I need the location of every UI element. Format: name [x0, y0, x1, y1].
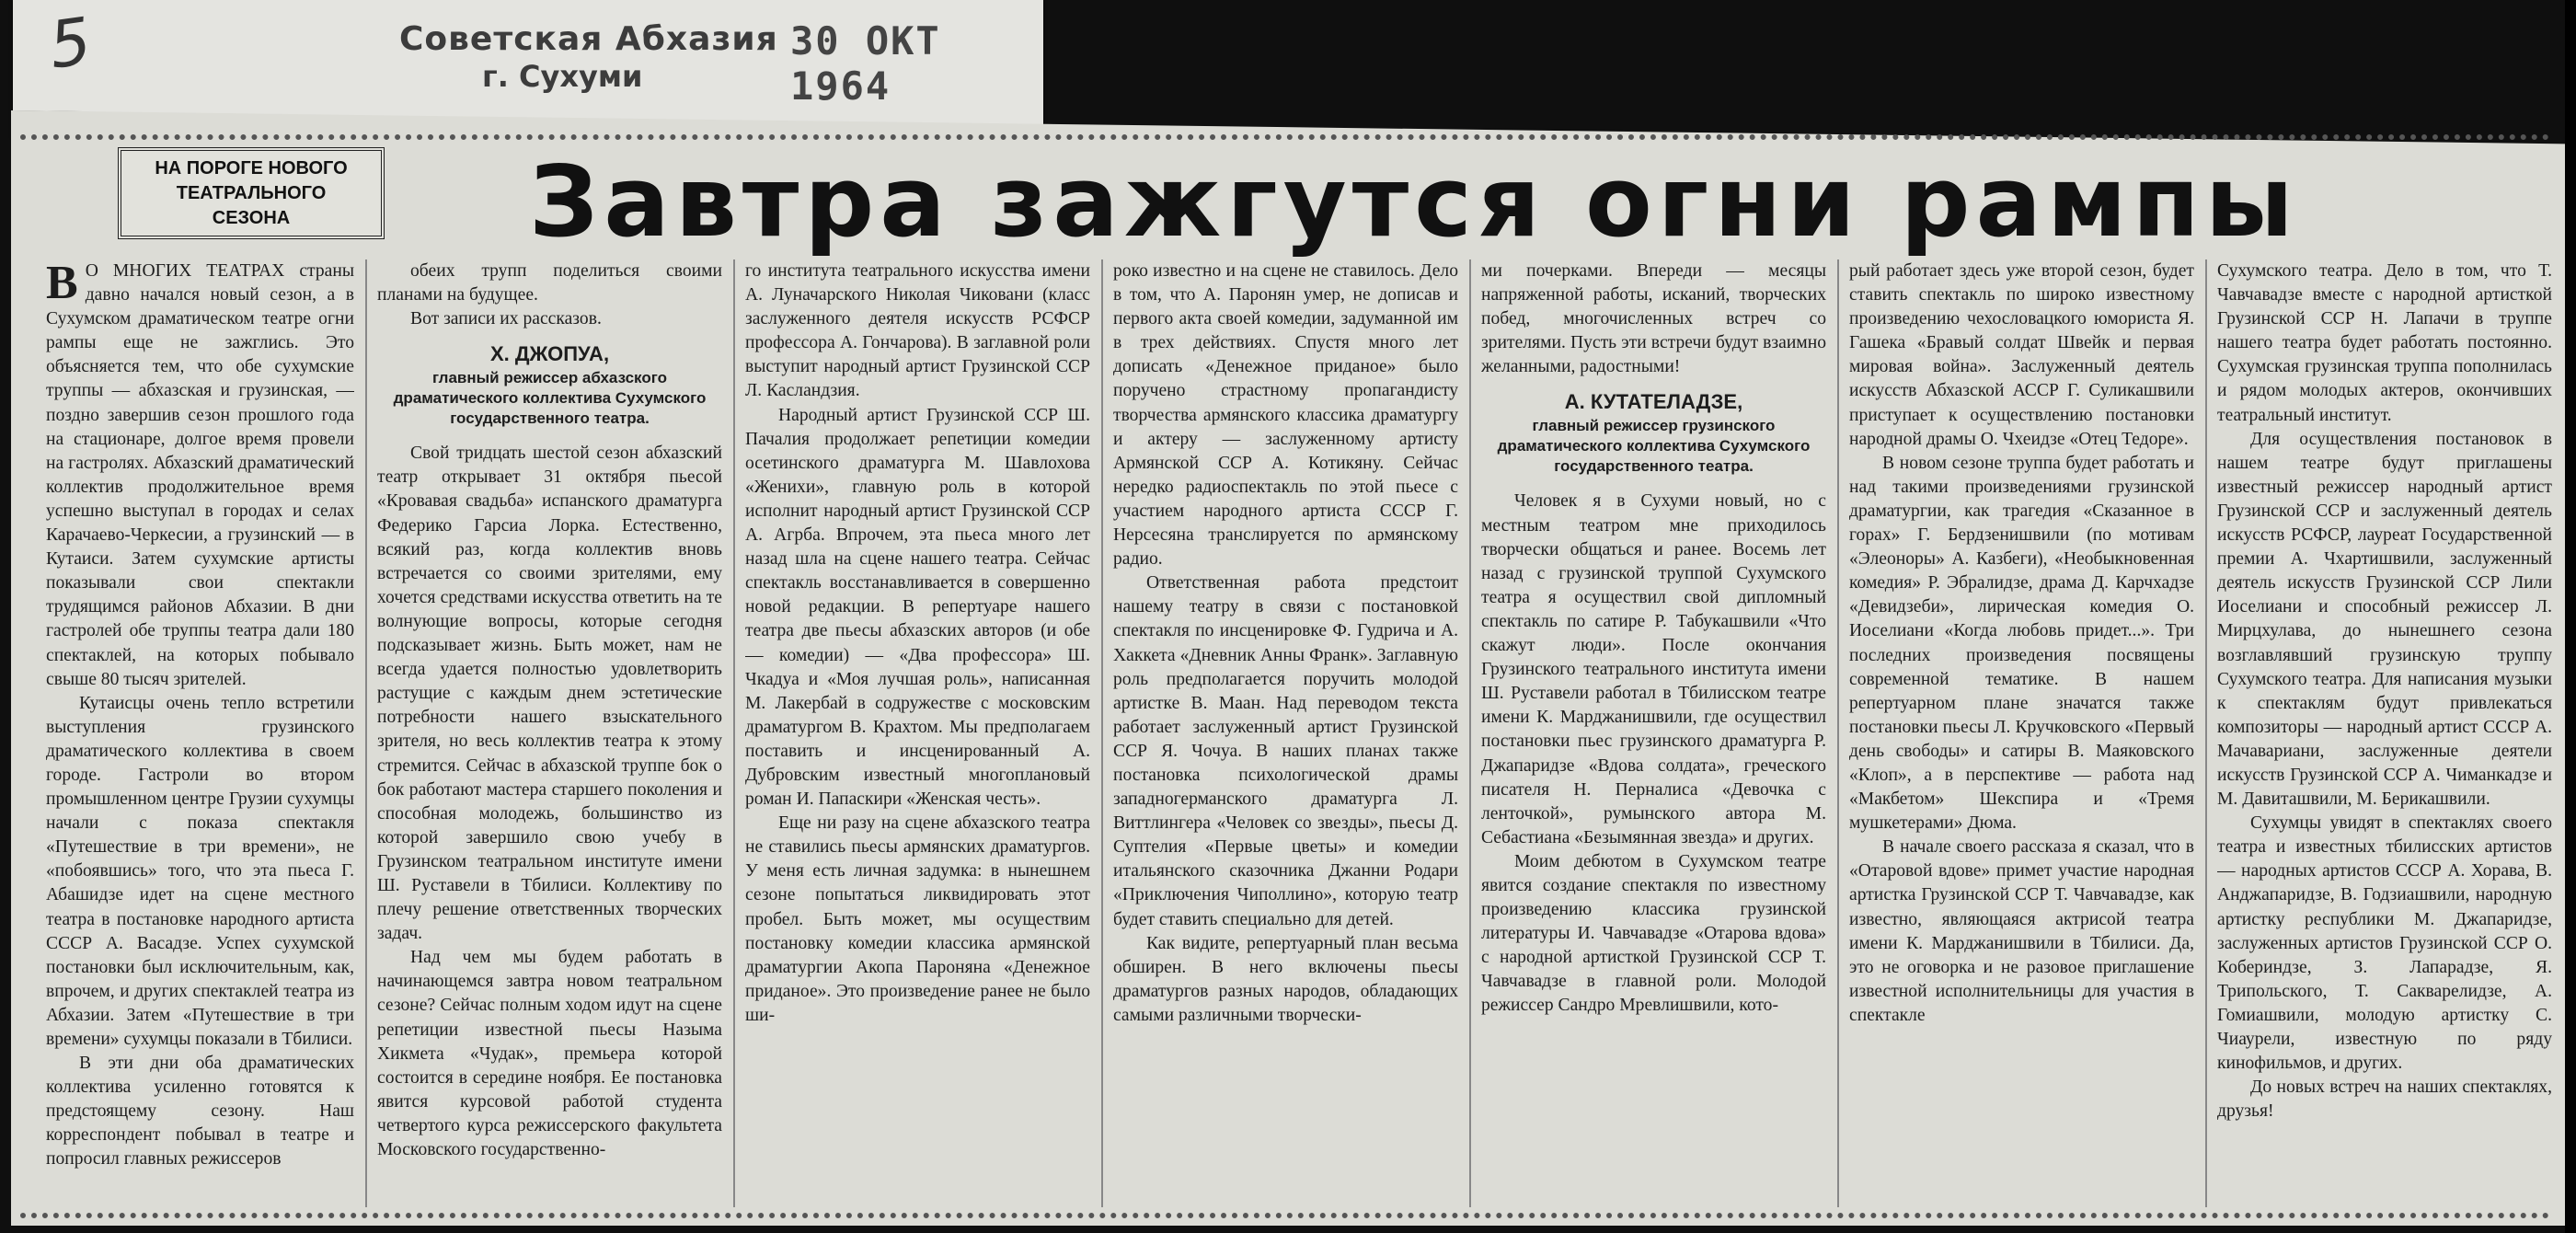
drop-cap: В [46, 259, 78, 309]
column-divider [733, 259, 735, 1207]
author-name-2: А. КУТАТЕЛАДЗЕ, [1564, 390, 1743, 414]
article-headline: Завтра зажгутся огни рампы [529, 145, 2299, 259]
column-1-paragraph-3: В эти дни оба драматических коллектива усиленно готовятся к предстоящему сезону. Наш корреспондент побывал в театре и попросил главных режиссеров [46, 1054, 354, 1170]
column-2-paragraph-1: обеих трупп поделиться своими планами на будущее. [377, 261, 722, 305]
column-3 [745, 259, 1090, 1207]
author-title-2: главный режиссер грузинского драматического коллектива Сухумского государственного театра. [1497, 417, 1811, 476]
column-4-paragraph-2: Ответственная работа предстоит нашему театру в связи с постановкой спектакля по инсценировке Ф. Гудрича и А. Хаккета «Дневник Анны Франк». Заглавную роль предполагается поручить молодой артистке В. Маан. Над переводом текста работает заслуженный артист Грузинской ССР Я. Чочуа. В наших планах также постановка психологической драмы западногерманского драматурга Л. Виттлингера «Человек со звезды», пьесы Д. Суптелия «Первые цветы» и комедии итальянского сказочника Джанни Родари «Приключения Чиполлино», которую театр будет ставить специально для детей. [1113, 573, 1458, 929]
column-5-paragraph-2: Человек я в Сухуми новый, но с местным театром мне приходилось творчески общаться и ранее. Восемь лет назад с грузинской труппой Сухумского театра я осуществил свой дипломный спектакль по сатире Р. Табукашвили «Что скажут люди». После окончания Грузинского театрального института имени Ш. Руставели работал в Тбилисском театре имени К. Марджанишвили, где осуществил постановки пьес грузинского драматурга Р. Джапаридзе «Вдова солдата», греческого писателя Н. Перналиса «Девочка с ленточкой», румынского автора М. Себастиана «Безымянная звезда» и других. [1481, 491, 1826, 847]
column-4-paragraph-1: роко известно и на сцене не ставилось. Дело в том, что А. Паронян умер, не дописав и первого акта своей комедии, задуманной им в трех действиях. Спустя много лет дописать «Денежное приданое» было поручено страстному пропагандисту творчества армянского классика драматургу и актеру — заслуженному артисту Армянской ССР А. Котикяну. Сейчас нередко радиоспектакль по этой пьесе с участием народного артиста СССР Г. Нерсесяна транслируется по армянскому радио. [1113, 261, 1458, 570]
column-4 [1113, 259, 1458, 1207]
column-6-paragraph-2: В новом сезоне труппа будет работать и над такими произведениями грузинской драматургии, как трагедия «Сказанное в горах» Г. Бердзенишвили (по мотивам «Элеоноры» А. Казбеги), «Необыкновенная комедия» Р. Эбралидзе, драма Д. Карчхадзе «Девидзеби», лирическая комедия О. Иоселиани «Когда любовь придет...». Три последних произведения посвящены современной тематике. В нашем репертуарном плане значатся также постановки пьесы Л. Кручковского «Первый день свободы» и сатиры В. Маяковского «Клоп», а в перспективе — работа над «Макбетом» Шекспира и «Тремя мушкетерами» Дюма. [1849, 453, 2194, 834]
column-3-paragraph-1: го института театрального искусства имени А. Луначарского Николая Чиковани (класс заслуженного деятеля искусств РСФСР профессора А. Гончарова). В заглавной роли выступит народный артист Грузинской ССР Л. Касландзия. [745, 261, 1090, 401]
column-divider [2205, 259, 2207, 1207]
column-2 [377, 259, 722, 1207]
column-2-paragraph-3: Свой тридцать шестой сезон абхазский театр открывает 31 октября пьесой «Кровавая свадьба» испанского драматурга Федерико Гарсиа Лорка. Естественно, всякий раз, когда коллектив вновь встречается со своими зрителями, ему хочется средствами искусства ответить на тe волнующие вопросы, которые сегодня подсказывает жизнь. Быть может, нам не всегда удается полностью удовлетворить растущие с каждым днем эстетические потребности нашего взыскательного зрителя, но весь коллектив театра к этому стремится. Сейчас в абхазской труппе бок о бок работают мастера старшего поколения и способная молодежь, большинство из которой завершило свою учебу в Грузинском театральном институте имени Ш. Руставели в Тбилиси. Коллективу по плечу решение ответственных творческих задач. [377, 444, 722, 944]
column-divider [365, 259, 367, 1207]
column-1-paragraph-1-text: О МНОГИХ ТЕАТРАХ страны давно начался новый сезон, а в Сухумском драматическом театре огни рампы еще не зажглись. Это объясняется тем, что обе сухумские труппы — абхазская и грузинская, — поздно завершив сезон прошлого года на стационаре, долгое время провели на гастролях. Абхазский драматический коллектив продолжительное время успешно выступал в городах и селах Карачаево-Черкесии, а грузинский — в Кутаиси. Затем сухумские артисты показывали свои спектакли трудящимся районов Абхазии. В дни гастролей обе труппы театра дали 180 спектаклей, на которых побывало свыше 80 тысяч зрителей. [46, 261, 354, 689]
column-7-paragraph-1: Сухумского театра. Дело в том, что Т. Чавчавадзе вместе с народной артисткой Грузинской ССР Н. Лапачи в труппе нашего театра будет работать постоянно. Сухумская грузинская труппа пополнилась и рядом молодых актеров, окончивших театральный институт. [2217, 261, 2552, 425]
column-5-paragraph-3: Моим дебютом в Сухумском театре явится создание спектакля по известному произведению классика грузинской литературы И. Чавчавадзе «Отарова вдова» с народной артисткой Грузинской ССР Т. Чавчавадзе в главной роли. Молодой режиссер Сандро Мревлишвили, кото- [1481, 851, 1826, 1016]
rubric-line-3: СЕЗОНА [212, 208, 291, 228]
handwritten-number: 5 [44, 3, 97, 84]
column-4-paragraph-3: Как видите, репертуарный план весьма обширен. В него включены пьесы драматургов разных народов, обладающих самыми различными творчески- [1113, 933, 1458, 1025]
column-divider [1101, 259, 1103, 1207]
column-6-paragraph-1: рый работает здесь уже второй сезон, будет ставить спектакль по широко известному произведению чехословацкого юмориста Я. Гашека «Бравый солдат Швейк и первая мировая война». Заслуженный деятель искусств Абхазской АССР Г. Суликашвили приступает к осуществлению постановки народной драмы О. Чхеидзе «Отец Тедоре». [1849, 261, 2194, 449]
column-6-paragraph-3: В начале своего рассказа я сказал, что в «Отаровой вдове» примет участие народная артистка Грузинской ССР Т. Чавчавадзе, как известно, являющаяся актрисой театра имени К. Марджанишвили в Тбилиси. Да, это не оговорка и не разовое приглашение известной исполнительницы для участия в спектакле [1849, 837, 2194, 1025]
column-1-paragraph-1 [46, 259, 354, 692]
rubric-box [118, 147, 385, 239]
article-columns [46, 259, 2552, 1207]
date-stamp: 30 ОКТ 1964 [790, 18, 941, 109]
column-7 [2217, 259, 2552, 1207]
column-5 [1481, 259, 1826, 1207]
rubric-line-2: ТЕАТРАЛЬНОГО [176, 183, 327, 203]
column-6 [1849, 259, 2194, 1207]
column-7-paragraph-3: Сухумцы увидят в спектаклях своего театра и известных тбилисских артистов — народных артистов СССР А. Хорава, В. Анджапаридзе, В. Годзиашвили, народную артистку республики М. Джапаридзе, заслуженных артистов Грузинской ССР О. Кобериндзе, З. Лапарадзе, Я. Трипольского, Т. Сакварелидзе, А. Гомиашвили, молодую артистку С. Чиаурели, известную по ряду кинофильмов, и других. [2217, 813, 2552, 1074]
scan-background-edge [2565, 0, 2576, 1233]
author-name-1: Х. ДЖОПУА, [489, 342, 610, 366]
column-5-paragraph-1: ми почерками. Впереди — месяцы напряженной работы, исканий, творческих побед, многочисленных встреч со зрителями. Пусть эти встречи будут взаимно желанными, радостными! [1481, 261, 1826, 377]
bottom-dotted-border [20, 1213, 2550, 1224]
column-2-paragraph-2: Вот записи их рассказов. [410, 309, 602, 329]
top-dotted-border [20, 134, 2550, 145]
column-divider [1469, 259, 1471, 1207]
newspaper-name-stamp: Советская Абхазия [399, 20, 778, 58]
column-1 [46, 259, 354, 1207]
column-divider [1837, 259, 1839, 1207]
author-title-1: главный режиссер абхазского драматического коллектива Сухумского государственного театра. [393, 369, 707, 428]
column-2-paragraph-4: Над чем мы будем работать в начинающемся завтра новом театральном сезоне? Сейчас полным ходом идут на сцене репетиции известной пьесы Назыма Хикмета «Чудак», премьера которой состоится в середине ноября. Ее постановка явится курсовой работой студента четвертого курса режиссерского факультета Московского государственно- [377, 948, 722, 1159]
rubric-line-1: НА ПОРОГЕ НОВОГО [155, 158, 348, 179]
city-stamp: г. Сухуми [482, 59, 643, 94]
column-3-paragraph-2: Народный артист Грузинской ССР Ш. Пачалия продолжает репетиции комедии осетинского драматурга М. Шавлохова «Женихи», главную роль в которой исполнит народный артист Грузинской ССР А. Агрба. Впрочем, эта пьеса много лет назад шла на сцене нашего театра. Сейчас спектакль восстанавливается в совершенно новой редакции. В репертуаре нашего театра две пьесы абхазских авторов (и обе — комедии) — «Два профессора» Ш. Чкадуа и «Моя лучшая роль», написанная М. Лакербай в содружестве с московским драматургом В. Крахтом. Мы предполагаем поставить и инсценированный А. Дубровским известный многоплановый роман И. Папаскири «Женская честь». [745, 405, 1090, 810]
column-7-paragraph-4: До новых встреч на наших спектаклях, друзья! [2217, 1077, 2552, 1122]
column-3-paragraph-3: Еще ни разу на сцене абхазского театра не ставились пьесы армянских драматургов. У меня есть личная задумка: в нынешнем сезоне попытаться ликвидировать этот пробел. Быть может, мы осуществим постановку комедии классика армянской драматургии Акопа Пароняна «Денежное приданое». Это произведение ранее не было ши- [745, 813, 1090, 1025]
column-7-paragraph-2: Для осуществления постановок в нашем театре будут приглашены известный режиссер народный артист Грузинской ССР и заслуженный деятель искусств РСФСР, лауреат Государственной премии А. Чхартишвили, заслуженный деятель искусств Грузинской ССР Лили Иоселиани и способный режиссер Л. Мирцхулава, до нынешнего сезона возглавлявший грузинскую труппу Сухумского театра. Для написания музыки к спектаклям будут привлекаться композиторы — народный артист СССР А. Мачавариани, заслуженные деятели искусств Грузинской ССР А. Чиманкадзе и М. Давиташвили, М. Берикашвили. [2217, 429, 2552, 810]
column-1-paragraph-2: Кутаисцы очень тепло встретили выступления грузинского драматического коллектива в своем городе. Гастроли во втором промышленном центре Грузии сухумцы начали с показа спектакля «Путешествие в три времени», не «побоявшись» того, что эта пьеса Г. Абашидзе идет на сцене местного театра в постановке народного артиста СССР А. Васадзе. Успех сухумской постановки был исключительным, как, впрочем, и других спектаклей театра из Абхазии. Затем «Путешествие в три времени» сухумцы показали в Тбилиси. [46, 693, 354, 1049]
